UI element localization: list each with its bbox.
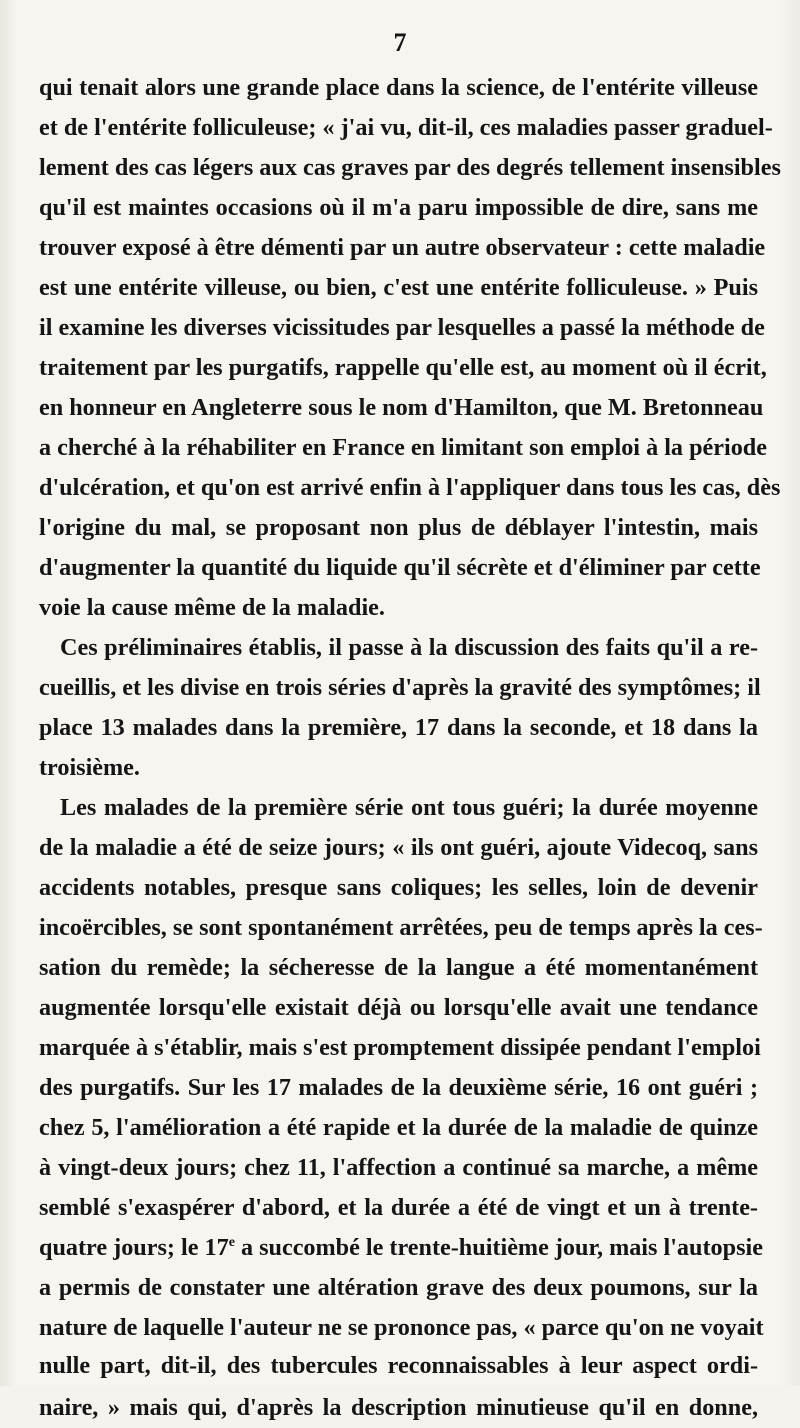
superscript: e: [228, 1234, 235, 1250]
text-line: augmentée lorsqu'elle existait déjà ou lorsqu'elle avait une tendance: [39, 994, 758, 1021]
text-line: lement des cas légers aux cas graves par des degrés tellement insensibles: [39, 154, 781, 181]
text-line: et de l'entérite folliculeuse; « j'ai vu, dit-il, ces maladies passer graduel-: [39, 114, 773, 141]
page-number: 7: [393, 28, 407, 57]
text-line: sation du remède; la sécheresse de la langue a été momentanément: [39, 954, 758, 981]
text-line: d'augmenter la quantité du liquide qu'il sécrète et d'éliminer par cette: [39, 554, 761, 581]
text-line: chez 5, l'amélioration a été rapide et la durée de la maladie de quinze: [39, 1114, 758, 1141]
text-line: traitement par les purgatifs, rappelle qu'elle est, au moment où il écrit,: [39, 354, 767, 381]
text-line: nulle part, dit-il, des tubercules reconnaissables à leur aspect ordi-: [39, 1352, 758, 1379]
text-line: Les malades de la première série ont tous guéri; la durée moyenne: [60, 794, 758, 821]
text-line: Ces préliminaires établis, il passe à la discussion des faits qu'il a re-: [60, 634, 758, 661]
text-line: est une entérite villeuse, ou bien, c'est une entérite folliculeuse. » Puis: [39, 274, 758, 301]
text-line: naire, » mais qui, d'après la description minutieuse qu'il en donne,: [39, 1394, 758, 1421]
text-fragment: quatre jours; le 17: [39, 1234, 229, 1261]
text-line: nature de laquelle l'auteur ne se prononce pas, « parce qu'on ne voyait: [39, 1314, 764, 1341]
text-line: place 13 malades dans la première, 17 dans la seconde, et 18 dans la: [39, 714, 758, 741]
text-line: voie la cause même de la maladie.: [39, 594, 385, 621]
text-line: à vingt-deux jours; chez 11, l'affection a continué sa marche, a même: [39, 1154, 758, 1181]
text-line: semblé s'exaspérer d'abord, et la durée a été de vingt et un à trente-: [39, 1194, 758, 1221]
text-line: de la maladie a été de seize jours; « ils ont guéri, ajoute Videcoq, sans: [39, 834, 758, 861]
text-line: qu'il est maintes occasions où il m'a paru impossible de dire, sans me: [39, 194, 758, 221]
text-line: cueillis, et les divise en trois séries d'après la gravité des symptômes; il: [39, 674, 761, 701]
text-line: d'ulcération, et qu'on est arrivé enfin à l'appliquer dans tous les cas, dès: [39, 474, 781, 501]
text-line-with-superscript: [39, 1228, 763, 1268]
text-line: troisième.: [39, 754, 140, 781]
text-line: incoërcibles, se sont spontanément arrêtées, peu de temps après la ces-: [39, 914, 763, 941]
text-fragment: a succombé le trente-huitième jour, mais l'autopsie: [234, 1234, 763, 1261]
text-line: a permis de constater une altération grave des deux poumons, sur la: [39, 1274, 758, 1301]
text-line: l'origine du mal, se proposant non plus de déblayer l'intestin, mais: [39, 514, 758, 541]
text-line: a cherché à la réhabiliter en France en limitant son emploi à la période: [39, 434, 767, 461]
text-line: des purgatifs. Sur les 17 malades de la deuxième série, 16 ont guéri ;: [39, 1074, 758, 1101]
text-line: trouver exposé à être démenti par un autre observateur : cette maladie: [39, 234, 766, 261]
text-line: il examine les diverses vicissitudes par lesquelles a passé la méthode de: [39, 314, 765, 341]
text-line: en honneur en Angleterre sous le nom d'Hamilton, que M. Bretonneau: [39, 394, 764, 421]
text-line: qui tenait alors une grande place dans la science, de l'entérite villeuse: [39, 74, 758, 101]
text-line: marquée à s'établir, mais s'est promptement dissipée pendant l'emploi: [39, 1034, 761, 1061]
text-line: accidents notables, presque sans coliques; les selles, loin de devenir: [39, 874, 758, 901]
